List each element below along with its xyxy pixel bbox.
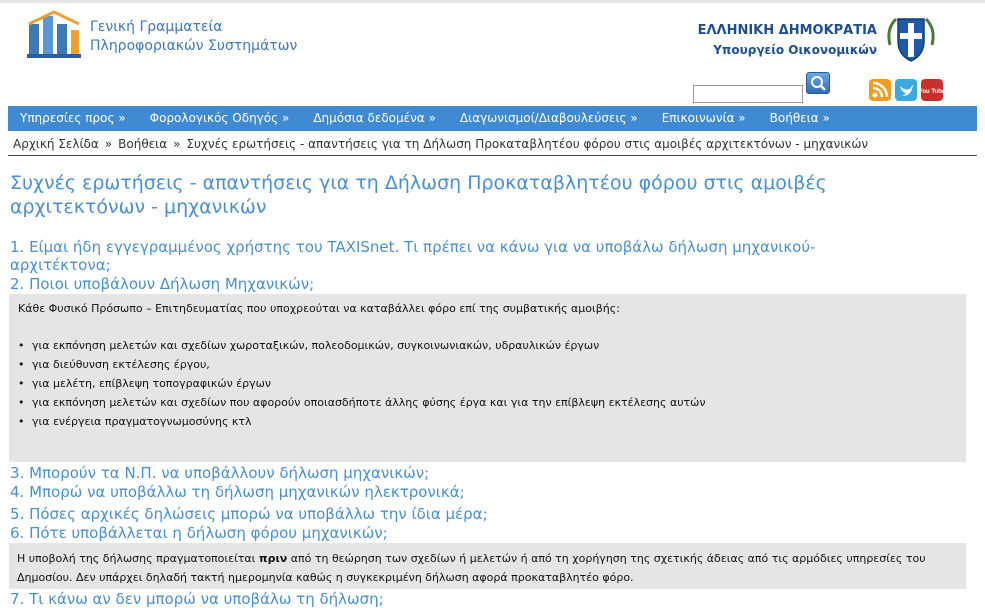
faq-answer-2-list xyxy=(18,336,957,431)
rss-icon[interactable] xyxy=(869,79,891,101)
nav-item-contact[interactable]: Επικοινωνία » xyxy=(661,111,746,125)
top-border xyxy=(0,0,985,3)
search-icon xyxy=(807,73,829,93)
breadcrumb-help[interactable]: Βοήθεια xyxy=(118,137,168,151)
faq-answer-6-emphasis: πριν xyxy=(258,552,288,565)
main-nav xyxy=(8,106,977,131)
ministry-block xyxy=(698,22,877,60)
org-name-line1: Γενική Γραμματεία xyxy=(90,19,223,35)
gsis-logo-icon[interactable] xyxy=(27,10,81,58)
breadcrumb xyxy=(8,134,977,156)
faq-answer-2-intro: Κάθε Φυσικό Πρόσωπο – Επιτηδευματίας που υποχρεούται να καταβάλλει φόρο επί της συμβατικής αμοιβής: xyxy=(18,302,620,315)
youtube-icon-label: You Tube xyxy=(918,89,946,95)
search-input[interactable] xyxy=(693,85,803,103)
faq-answer-6-part2: από τη θεώρηση των σχεδίων ή μελετών ή από τη χορήγηση της σχετικής άδειας από τις αρμόδιες υπηρεσίες του Δημοσίου. Δεν υπάρχει δηλαδή τακτή ημερομηνία καθώς η συγκεκριμένη δήλωση αφορά προκαταβλητέο φόρο. xyxy=(17,552,926,584)
list-item: • για εκπόνηση μελετών και σχεδίων χωροταξικών, πολεοδομικών, συγκοινωνιακών, υδραυλικών έργων xyxy=(18,336,957,355)
list-item: • για εκπόνηση μελετών και σχεδίων που αφορούν οποιασδήποτε άλλης φύσης έργα και για την επίβλεψη εκτέλεσης αυτών xyxy=(18,393,957,412)
breadcrumb-separator: » xyxy=(173,137,181,151)
twitter-icon[interactable] xyxy=(895,79,917,101)
faq-question-4[interactable]: 4. Μπορώ να υποβάλλω τη δήλωση μηχανικών ηλεκτρονικά; xyxy=(10,483,465,501)
faq-answer-2 xyxy=(9,294,966,462)
faq-question-7[interactable]: 7. Τι κάνω αν δεν μπορώ να υποβάλω τη δήλωση; xyxy=(10,590,384,608)
nav-item-public-data[interactable]: Δημόσια δεδομένα » xyxy=(313,111,436,125)
list-item: • για διεύθυνση εκτέλεσης έργου, xyxy=(18,355,957,374)
list-item: • για μελέτη, επίβλεψη τοπογραφικών έργων xyxy=(18,374,957,393)
faq-answer-6 xyxy=(9,543,966,589)
faq-question-6[interactable]: 6. Πότε υποβάλλεται η δήλωση φόρου μηχανικών; xyxy=(10,524,388,542)
search-button[interactable] xyxy=(806,72,830,94)
ministry-name: Υπουργείο Οικονομικών xyxy=(713,43,877,57)
nav-item-tax-guide[interactable]: Φορολογικός Οδηγός » xyxy=(149,111,290,125)
faq-answer-6-part1: Η υποβολή της δήλωσης πραγματοποιείται xyxy=(17,552,259,565)
youtube-icon[interactable] xyxy=(918,79,946,101)
country-name: ΕΛΛΗΝΙΚΗ ΔΗΜΟΚΡΑΤΙΑ xyxy=(697,23,877,38)
list-item: • για ενέργεια πραγματογνωμοσύνης κτλ xyxy=(18,412,957,431)
breadcrumb-current: Συχνές ερωτήσεις - απαντήσεις για τη Δήλωση Προκαταβλητέου φόρου στις αμοιβές αρχιτεκτόνων - μηχανικών xyxy=(186,137,869,151)
faq-question-2[interactable]: 2. Ποιοι υποβάλουν Δήλωση Μηχανικών; xyxy=(10,275,315,293)
page-title: Συχνές ερωτήσεις - απαντήσεις για τη Δήλωση Προκαταβλητέου φόρου στις αμοιβές αρχιτεκτόνων - μηχανικών xyxy=(10,172,827,218)
nav-item-services[interactable]: Υπηρεσίες προς » xyxy=(20,111,126,125)
breadcrumb-home[interactable]: Αρχική Σελίδα xyxy=(13,137,99,151)
org-name-line2: Πληροφοριακών Συστημάτων xyxy=(90,38,298,54)
org-name[interactable] xyxy=(90,18,297,56)
breadcrumb-separator: » xyxy=(104,137,113,151)
faq-question-3[interactable]: 3. Μπορούν τα Ν.Π. να υποβάλλουν δήλωση μηχανικών; xyxy=(10,464,430,482)
faq-question-1[interactable]: 1. Είμαι ήδη εγγεγραμμένος χρήστης του TAXISnet. Τι πρέπει να κάνω για να υποβάλω δήλωση μηχανικού-αρχιτέκτονα; xyxy=(10,238,816,274)
greek-coat-of-arms-icon xyxy=(884,11,938,65)
nav-item-tenders[interactable]: Διαγωνισμοί/Διαβουλεύσεις » xyxy=(459,111,638,125)
faq-question-5[interactable]: 5. Πόσες αρχικές δηλώσεις μπορώ να υποβάλλω την ίδια μέρα; xyxy=(10,505,488,523)
nav-item-help[interactable]: Βοήθεια » xyxy=(769,111,830,125)
